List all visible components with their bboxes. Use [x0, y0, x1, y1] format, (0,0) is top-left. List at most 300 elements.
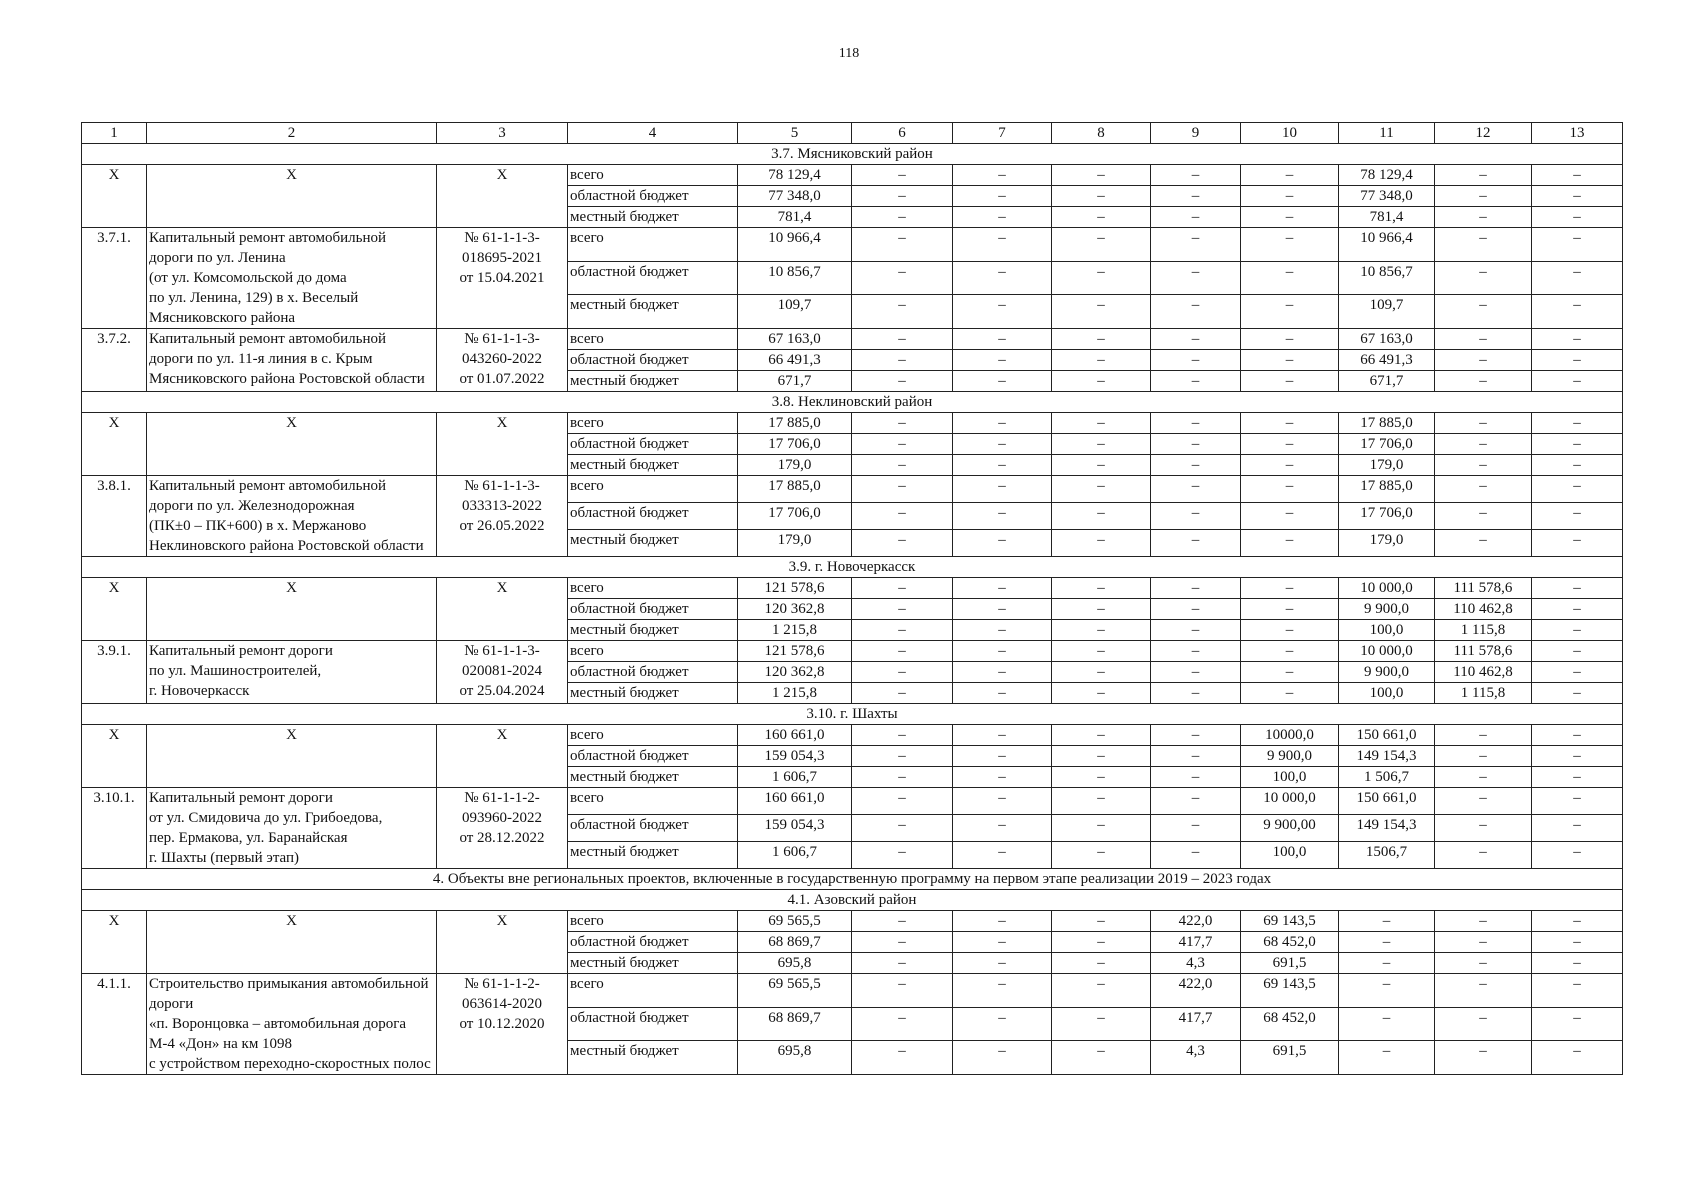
value-cell: –	[852, 207, 953, 228]
value-cell: –	[1151, 207, 1241, 228]
value-cell: 67 163,0	[738, 329, 852, 350]
value-cell: –	[1151, 842, 1241, 869]
section-title-row	[82, 869, 1623, 890]
value-cell: –	[1339, 1041, 1435, 1075]
document-reference: X	[437, 725, 568, 788]
value-cell: –	[953, 662, 1052, 683]
object-name: X	[147, 725, 437, 788]
value-cell: –	[1151, 434, 1241, 455]
value-cell: –	[1241, 228, 1339, 262]
funding-source: всего	[568, 641, 738, 662]
value-cell: 4,3	[1151, 953, 1241, 974]
value-cell: –	[1532, 186, 1623, 207]
value-cell: –	[852, 434, 953, 455]
value-cell: –	[1052, 350, 1151, 371]
funding-source: местный бюджет	[568, 295, 738, 329]
value-cell: 69 565,5	[738, 911, 852, 932]
value-cell: –	[1052, 683, 1151, 704]
funding-source: всего	[568, 476, 738, 503]
value-cell: 69 143,5	[1241, 911, 1339, 932]
value-cell: –	[1435, 455, 1532, 476]
value-cell: –	[1435, 165, 1532, 186]
value-cell: –	[852, 295, 953, 329]
value-cell: –	[1151, 788, 1241, 815]
column-header: 7	[953, 123, 1052, 144]
value-cell: –	[1435, 746, 1532, 767]
value-cell: –	[1339, 953, 1435, 974]
value-cell: –	[1435, 725, 1532, 746]
value-cell: –	[1435, 207, 1532, 228]
value-cell: 67 163,0	[1339, 329, 1435, 350]
section-title: 3.10. г. Шахты	[82, 704, 1623, 725]
value-cell: –	[1532, 599, 1623, 620]
section-title: 3.8. Неклиновский район	[82, 392, 1623, 413]
value-cell: –	[1532, 329, 1623, 350]
value-cell: –	[1151, 746, 1241, 767]
table-row	[82, 228, 1623, 262]
funding-source: областной бюджет	[568, 599, 738, 620]
value-cell: –	[1052, 599, 1151, 620]
value-cell: –	[1241, 329, 1339, 350]
section-title-row	[82, 557, 1623, 578]
value-cell: 422,0	[1151, 911, 1241, 932]
value-cell: 417,7	[1151, 932, 1241, 953]
value-cell: –	[1532, 788, 1623, 815]
value-cell: 77 348,0	[738, 186, 852, 207]
value-cell: 179,0	[738, 455, 852, 476]
value-cell: 111 578,6	[1435, 578, 1532, 599]
value-cell: –	[852, 599, 953, 620]
value-cell: –	[953, 746, 1052, 767]
value-cell: –	[852, 1007, 953, 1041]
value-cell: –	[852, 476, 953, 503]
section-title-row	[82, 392, 1623, 413]
value-cell: –	[1241, 683, 1339, 704]
value-cell: –	[1532, 228, 1623, 262]
value-cell: –	[1435, 911, 1532, 932]
value-cell: –	[1241, 620, 1339, 641]
value-cell: 17 885,0	[1339, 476, 1435, 503]
item-number: X	[82, 578, 147, 641]
column-header: 8	[1052, 123, 1151, 144]
value-cell: 120 362,8	[738, 599, 852, 620]
value-cell: 78 129,4	[1339, 165, 1435, 186]
value-cell: 110 462,8	[1435, 662, 1532, 683]
value-cell: –	[1241, 261, 1339, 295]
value-cell: –	[1532, 842, 1623, 869]
value-cell: –	[1151, 683, 1241, 704]
value-cell: 69 143,5	[1241, 974, 1339, 1008]
item-number: 3.9.1.	[82, 641, 147, 704]
value-cell: –	[953, 911, 1052, 932]
value-cell: –	[852, 165, 953, 186]
value-cell: –	[953, 530, 1052, 557]
value-cell: –	[953, 683, 1052, 704]
value-cell: –	[1151, 261, 1241, 295]
column-header: 4	[568, 123, 738, 144]
value-cell: –	[1532, 746, 1623, 767]
column-header: 5	[738, 123, 852, 144]
value-cell: –	[852, 329, 953, 350]
value-cell: –	[1151, 815, 1241, 842]
value-cell: –	[852, 530, 953, 557]
funding-source: местный бюджет	[568, 953, 738, 974]
value-cell: 10 856,7	[738, 261, 852, 295]
document-reference: № 61-1-1-3- 033313-2022 от 26.05.2022	[437, 476, 568, 557]
value-cell: –	[953, 455, 1052, 476]
funding-source: местный бюджет	[568, 530, 738, 557]
value-cell: –	[953, 165, 1052, 186]
value-cell: –	[1241, 662, 1339, 683]
value-cell: 69 565,5	[738, 974, 852, 1008]
table-row	[82, 911, 1623, 932]
value-cell: 68 452,0	[1241, 932, 1339, 953]
object-name: Капитальный ремонт дороги по ул. Машиностроителей, г. Новочеркасск	[147, 641, 437, 704]
value-cell: –	[1052, 767, 1151, 788]
value-cell: –	[1532, 932, 1623, 953]
value-cell: 111 578,6	[1435, 641, 1532, 662]
value-cell: 17 885,0	[738, 476, 852, 503]
table-row	[82, 165, 1623, 186]
value-cell: –	[1052, 455, 1151, 476]
value-cell: 17 706,0	[738, 503, 852, 530]
value-cell: –	[852, 228, 953, 262]
value-cell: –	[852, 186, 953, 207]
value-cell: –	[953, 186, 1052, 207]
value-cell: 120 362,8	[738, 662, 852, 683]
value-cell: –	[1435, 295, 1532, 329]
value-cell: 159 054,3	[738, 746, 852, 767]
value-cell: 77 348,0	[1339, 186, 1435, 207]
value-cell: –	[852, 641, 953, 662]
value-cell: –	[1052, 434, 1151, 455]
value-cell: 78 129,4	[738, 165, 852, 186]
value-cell: –	[1532, 261, 1623, 295]
value-cell: 160 661,0	[738, 725, 852, 746]
value-cell: –	[1151, 295, 1241, 329]
value-cell: –	[1241, 641, 1339, 662]
value-cell: –	[1435, 953, 1532, 974]
document-reference: X	[437, 911, 568, 974]
object-name: Строительство примыкания автомобильной дороги «п. Воронцовка – автомобильная дорога М-4 «Дон» на км 1098 с устройством переходно-скоростных полос	[147, 974, 437, 1075]
value-cell: 150 661,0	[1339, 725, 1435, 746]
value-cell: –	[1151, 578, 1241, 599]
value-cell: –	[852, 932, 953, 953]
value-cell: –	[1241, 186, 1339, 207]
value-cell: –	[1241, 476, 1339, 503]
item-number: 3.7.1.	[82, 228, 147, 329]
table-row	[82, 476, 1623, 503]
item-number: X	[82, 413, 147, 476]
value-cell: 66 491,3	[1339, 350, 1435, 371]
value-cell: 1506,7	[1339, 842, 1435, 869]
column-header-row	[82, 123, 1623, 144]
column-header: 10	[1241, 123, 1339, 144]
funding-source: областной бюджет	[568, 1007, 738, 1041]
value-cell: –	[852, 350, 953, 371]
object-name: X	[147, 413, 437, 476]
value-cell: –	[953, 413, 1052, 434]
table-row	[82, 641, 1623, 662]
value-cell: –	[1052, 842, 1151, 869]
value-cell: –	[1151, 503, 1241, 530]
funding-source: всего	[568, 329, 738, 350]
value-cell: 66 491,3	[738, 350, 852, 371]
value-cell: 110 462,8	[1435, 599, 1532, 620]
value-cell: –	[1052, 662, 1151, 683]
item-number: X	[82, 165, 147, 228]
document-reference: № 61-1-1-3- 043260-2022 от 01.07.2022	[437, 329, 568, 392]
value-cell: –	[1052, 228, 1151, 262]
value-cell: –	[1241, 578, 1339, 599]
value-cell: –	[852, 815, 953, 842]
value-cell: 17 706,0	[1339, 434, 1435, 455]
value-cell: –	[953, 1007, 1052, 1041]
value-cell: 100,0	[1241, 842, 1339, 869]
value-cell: –	[1241, 165, 1339, 186]
funding-source: местный бюджет	[568, 683, 738, 704]
value-cell: 68 452,0	[1241, 1007, 1339, 1041]
value-cell: –	[1052, 329, 1151, 350]
value-cell: 671,7	[738, 371, 852, 392]
value-cell: –	[1435, 503, 1532, 530]
value-cell: –	[1052, 186, 1151, 207]
value-cell: –	[852, 371, 953, 392]
funding-source: всего	[568, 788, 738, 815]
value-cell: –	[1532, 434, 1623, 455]
value-cell: 671,7	[1339, 371, 1435, 392]
value-cell: –	[1241, 207, 1339, 228]
value-cell: –	[953, 371, 1052, 392]
value-cell: –	[852, 683, 953, 704]
value-cell: –	[953, 228, 1052, 262]
column-header: 6	[852, 123, 953, 144]
funding-source: областной бюджет	[568, 815, 738, 842]
value-cell: 109,7	[738, 295, 852, 329]
value-cell: –	[1532, 953, 1623, 974]
item-number: X	[82, 911, 147, 974]
value-cell: –	[1532, 767, 1623, 788]
value-cell: –	[1241, 295, 1339, 329]
value-cell: –	[1151, 530, 1241, 557]
value-cell: –	[1435, 434, 1532, 455]
value-cell: 10000,0	[1241, 725, 1339, 746]
value-cell: –	[1052, 530, 1151, 557]
value-cell: –	[1052, 788, 1151, 815]
value-cell: –	[1241, 434, 1339, 455]
value-cell: 781,4	[738, 207, 852, 228]
value-cell: 10 966,4	[1339, 228, 1435, 262]
value-cell: –	[1435, 261, 1532, 295]
value-cell: –	[1435, 228, 1532, 262]
value-cell: –	[1241, 455, 1339, 476]
value-cell: –	[1532, 530, 1623, 557]
value-cell: –	[852, 503, 953, 530]
value-cell: –	[953, 953, 1052, 974]
value-cell: 149 154,3	[1339, 746, 1435, 767]
value-cell: 1 606,7	[738, 767, 852, 788]
value-cell: –	[1339, 911, 1435, 932]
value-cell: 1 215,8	[738, 620, 852, 641]
table-row	[82, 578, 1623, 599]
value-cell: –	[1435, 815, 1532, 842]
value-cell: –	[1435, 476, 1532, 503]
value-cell: –	[1241, 413, 1339, 434]
value-cell: –	[1052, 932, 1151, 953]
value-cell: 100,0	[1339, 683, 1435, 704]
value-cell: –	[1052, 815, 1151, 842]
value-cell: –	[852, 767, 953, 788]
column-header: 3	[437, 123, 568, 144]
value-cell: 149 154,3	[1339, 815, 1435, 842]
funding-source: всего	[568, 413, 738, 434]
value-cell: 10 000,0	[1339, 641, 1435, 662]
funding-source: областной бюджет	[568, 434, 738, 455]
object-name: Капитальный ремонт автомобильной дороги по ул. 11-я линия в с. Крым Мясниковского района Ростовской области	[147, 329, 437, 392]
document-reference: X	[437, 165, 568, 228]
value-cell: –	[852, 662, 953, 683]
value-cell: –	[1532, 911, 1623, 932]
item-number: 3.8.1.	[82, 476, 147, 557]
value-cell: –	[1052, 725, 1151, 746]
value-cell: 68 869,7	[738, 1007, 852, 1041]
value-cell: –	[953, 329, 1052, 350]
value-cell: –	[852, 1041, 953, 1075]
object-name: Капитальный ремонт дороги от ул. Смидовича до ул. Грибоедова, пер. Ермакова, ул. Баранайская г. Шахты (первый этап)	[147, 788, 437, 869]
value-cell: –	[1241, 599, 1339, 620]
value-cell: 422,0	[1151, 974, 1241, 1008]
document-reference: X	[437, 413, 568, 476]
value-cell: –	[1435, 329, 1532, 350]
value-cell: –	[1532, 455, 1623, 476]
value-cell: –	[1532, 207, 1623, 228]
object-name: X	[147, 911, 437, 974]
value-cell: –	[1052, 953, 1151, 974]
value-cell: 10 000,0	[1339, 578, 1435, 599]
value-cell: –	[1532, 371, 1623, 392]
table-row	[82, 974, 1623, 1008]
value-cell: 160 661,0	[738, 788, 852, 815]
table-row	[82, 788, 1623, 815]
item-number: X	[82, 725, 147, 788]
value-cell: 1 606,7	[738, 842, 852, 869]
value-cell: –	[1151, 186, 1241, 207]
value-cell: –	[1339, 1007, 1435, 1041]
value-cell: –	[1435, 413, 1532, 434]
funding-source: всего	[568, 578, 738, 599]
value-cell: –	[1241, 371, 1339, 392]
value-cell: –	[852, 620, 953, 641]
value-cell: –	[953, 295, 1052, 329]
funding-source: местный бюджет	[568, 767, 738, 788]
value-cell: 9 900,0	[1241, 746, 1339, 767]
value-cell: –	[1052, 1041, 1151, 1075]
object-name: X	[147, 578, 437, 641]
column-header: 11	[1339, 123, 1435, 144]
value-cell: –	[1532, 641, 1623, 662]
item-number: 3.7.2.	[82, 329, 147, 392]
value-cell: –	[1532, 1041, 1623, 1075]
funding-source: областной бюджет	[568, 186, 738, 207]
document-reference: № 61-1-1-3- 020081-2024 от 25.04.2024	[437, 641, 568, 704]
value-cell: –	[1151, 620, 1241, 641]
section-title: 3.7. Мясниковский район	[82, 144, 1623, 165]
value-cell: 121 578,6	[738, 641, 852, 662]
value-cell: 695,8	[738, 1041, 852, 1075]
value-cell: –	[1435, 1007, 1532, 1041]
funding-source: областной бюджет	[568, 503, 738, 530]
value-cell: 179,0	[1339, 530, 1435, 557]
value-cell: –	[1151, 413, 1241, 434]
value-cell: –	[1151, 350, 1241, 371]
value-cell: –	[1052, 1007, 1151, 1041]
value-cell: –	[1151, 662, 1241, 683]
value-cell: –	[1532, 683, 1623, 704]
value-cell: –	[1241, 530, 1339, 557]
section-title: 3.9. г. Новочеркасск	[82, 557, 1623, 578]
value-cell: –	[852, 953, 953, 974]
value-cell: –	[1435, 974, 1532, 1008]
value-cell: 9 900,00	[1241, 815, 1339, 842]
value-cell: 68 869,7	[738, 932, 852, 953]
value-cell: –	[953, 1041, 1052, 1075]
value-cell: –	[1532, 165, 1623, 186]
section-title-row	[82, 890, 1623, 911]
value-cell: –	[953, 641, 1052, 662]
value-cell: –	[1151, 599, 1241, 620]
value-cell: 17 885,0	[1339, 413, 1435, 434]
value-cell: –	[1151, 767, 1241, 788]
column-header: 2	[147, 123, 437, 144]
item-number: 4.1.1.	[82, 974, 147, 1075]
value-cell: –	[852, 413, 953, 434]
value-cell: –	[953, 599, 1052, 620]
value-cell: –	[1052, 207, 1151, 228]
value-cell: –	[1052, 261, 1151, 295]
column-header: 12	[1435, 123, 1532, 144]
value-cell: 100,0	[1339, 620, 1435, 641]
value-cell: 121 578,6	[738, 578, 852, 599]
value-cell: –	[1151, 476, 1241, 503]
value-cell: 179,0	[1339, 455, 1435, 476]
value-cell: –	[1435, 1041, 1532, 1075]
value-cell: –	[1052, 503, 1151, 530]
value-cell: –	[953, 207, 1052, 228]
value-cell: –	[1532, 413, 1623, 434]
table-row	[82, 329, 1623, 350]
value-cell: –	[1532, 620, 1623, 641]
value-cell: –	[852, 261, 953, 295]
section-title-row	[82, 144, 1623, 165]
funding-source: всего	[568, 911, 738, 932]
value-cell: –	[1532, 295, 1623, 329]
value-cell: –	[1151, 371, 1241, 392]
value-cell: –	[953, 261, 1052, 295]
value-cell: –	[953, 503, 1052, 530]
value-cell: 781,4	[1339, 207, 1435, 228]
object-name: Капитальный ремонт автомобильной дороги по ул. Ленина (от ул. Комсомольской до дома по ул. Ленина, 129) в х. Веселый Мясниковского района	[147, 228, 437, 329]
value-cell: 150 661,0	[1339, 788, 1435, 815]
value-cell: –	[1339, 974, 1435, 1008]
column-header: 13	[1532, 123, 1623, 144]
funding-source: областной бюджет	[568, 746, 738, 767]
value-cell: 100,0	[1241, 767, 1339, 788]
value-cell: 1 215,8	[738, 683, 852, 704]
value-cell: 1 506,7	[1339, 767, 1435, 788]
value-cell: –	[1435, 932, 1532, 953]
value-cell: –	[1052, 641, 1151, 662]
value-cell: –	[1435, 350, 1532, 371]
